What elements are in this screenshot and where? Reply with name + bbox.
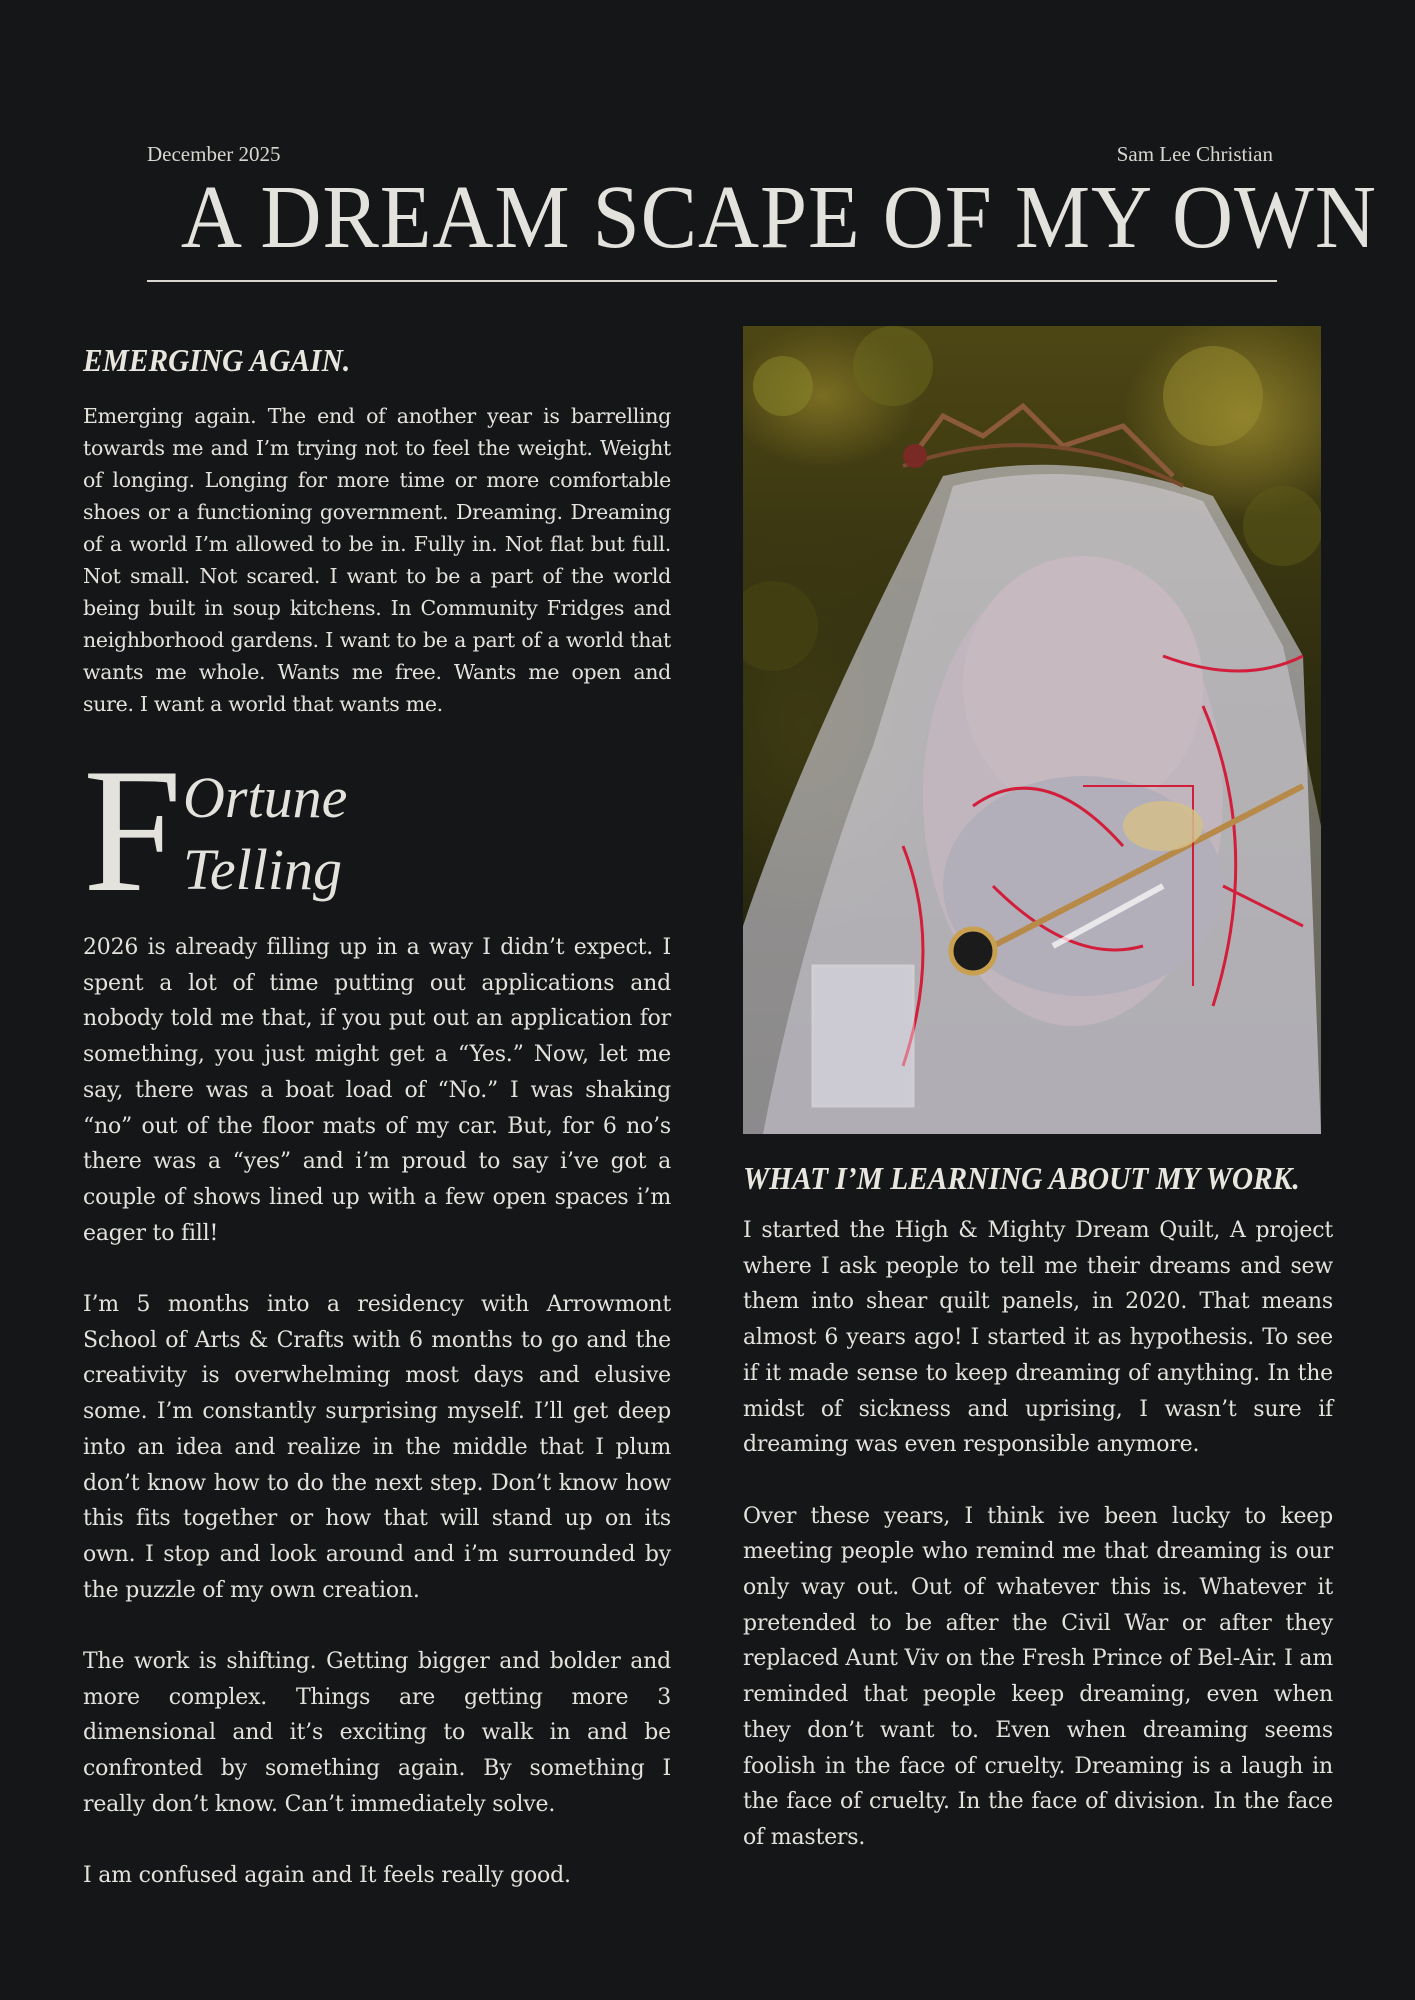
section-heading-emerging: EMERGING AGAIN. [83, 342, 351, 378]
right-column [743, 326, 1333, 1856]
page-title: A DREAM SCAPE OF MY OWN [180, 168, 1377, 267]
body-paragraph: I’m 5 months into a residency with Arrowmont School of Arts & Crafts with 6 months to go and the creativity is overwhelming most days and elusive some. I’m constantly surprising myself. I’ll get deep into an idea and realize in the middle that I plum don’t know how to do the next step. Don’t know how this fits together or how that will stand up on its own. I stop and look around and i’m surrounded by the puzzle of my own creation. [83, 1292, 671, 1603]
dropcap-heading [183, 762, 347, 906]
left-body [83, 930, 671, 1894]
dropcap-heading-line-1: Ortune [183, 765, 348, 830]
body-paragraph: I started the High & Mighty Dream Quilt, A project where I ask people to tell me their dreams and sew them into shear quilt panels, in 2020. That means almost 6 years ago! I started it as hypothesis. To see if it made sense to keep dreaming of anything. In the midst of sickness and uprising, I wasn’t sure if dreaming was even responsible anymore. [743, 1218, 1333, 1458]
issue-meta [147, 142, 1273, 167]
title-divider [147, 280, 1277, 282]
body-paragraph: The work is shifting. Getting bigger and bolder and more complex. Things are getting more 3 dimensional and it’s exciting to walk in and be confronted by something again. By something I really don’t know. Can’t immediately solve. [83, 1649, 671, 1817]
body-paragraph: Over these years, I think ive been lucky to keep meeting people who remind me that dreaming is our only way out. Out of whatever this is. Whatever it pretended to be after the Civil War or after they replaced Aunt Viv on the Fresh Prince of Bel-Air. I am reminded that people keep dreaming, even when they don’t want to. Even when dreaming seems foolish in the face of cruelty. Dreaming is a laugh in the face of cruelty. In the face of division. In the face of masters. [743, 1503, 1333, 1850]
author-name: Sam Lee Christian [1116, 142, 1273, 166]
issue-date: December 2025 [147, 142, 281, 166]
portrait-photo [743, 326, 1321, 1134]
left-column [83, 340, 671, 1894]
portrait-illustration [743, 326, 1321, 1134]
dropcap-heading-line-2: Telling [183, 837, 343, 902]
intro-paragraph: Emerging again. The end of another year is barrelling towards me and I’m trying not to feel the weight. Weight of longing. Longing for more time or more comfortable shoes or a functioning government. Dreaming. Dreaming of a world I’m allowed to be in. Fully in. Not flat but full. Not small. Not scared. I want to be a part of the world being built in soup kitchens. In Community Fridges and neighborhood gardens. I want to be a part of a world that wants me whole. Wants me free. Wants me open and sure. I want a world that wants me. [83, 404, 671, 716]
section-heading-learning: WHAT I’M LEARNING ABOUT MY WORK. [743, 1160, 1300, 1196]
body-paragraph: 2026 is already filling up in a way I didn’t expect. I spent a lot of time putting out applications and nobody told me that, if you put out an application for something, you just might get a “Yes.” Now, let me say, there was a boat load of “No.” I was shaking “no” out of the floor mats of my car. But, for 6 no’s there was a “yes” and i’m proud to say i’ve got a couple of shows lined up with a few open spaces i’m eager to fill! [83, 935, 671, 1246]
dropcap-letter: F [83, 731, 182, 929]
dropcap-title [83, 731, 671, 929]
body-paragraph: I am confused again and It feels really good. [83, 1863, 571, 1889]
right-body [743, 1213, 1333, 1856]
